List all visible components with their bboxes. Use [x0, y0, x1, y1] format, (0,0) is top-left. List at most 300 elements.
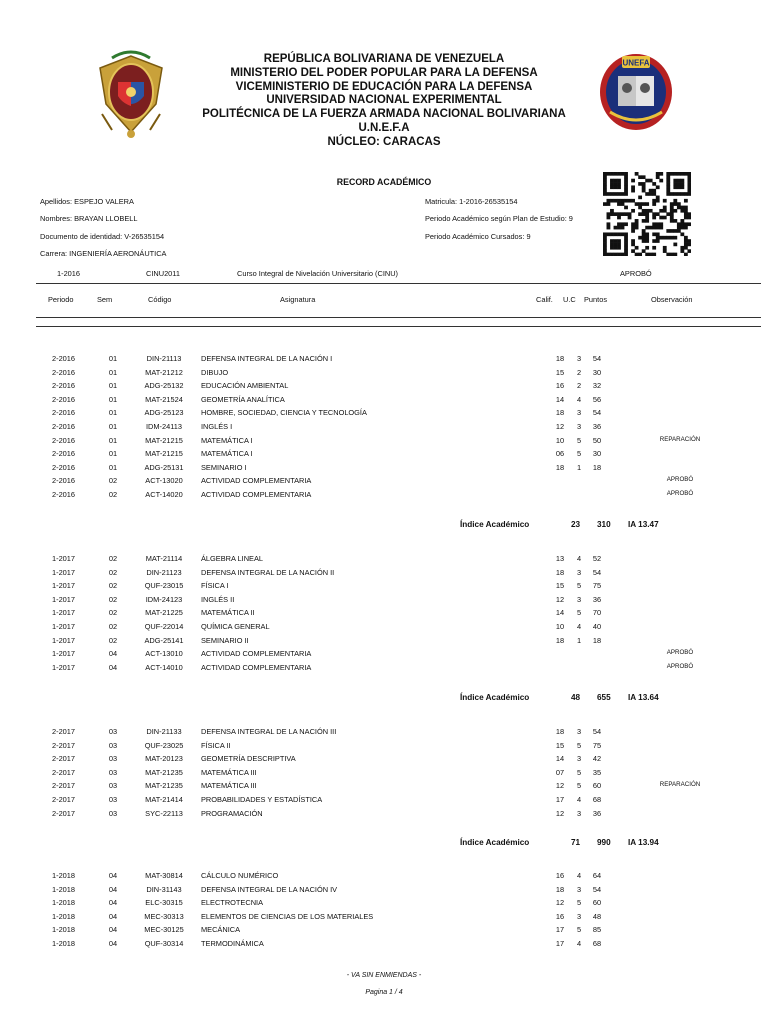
- indice-ia: IA 13.64: [628, 693, 659, 702]
- cell-calif: 18: [555, 727, 565, 736]
- cell-codigo: MAT-21215: [145, 435, 183, 445]
- cell-asignatura: DEFENSA INTEGRAL DE LA NACIÓN IV: [201, 884, 338, 894]
- cell-uc: 5: [576, 449, 582, 459]
- table-row: [0, 581, 768, 593]
- cell-periodo: 1-2017: [52, 608, 76, 618]
- cell-asignatura: ACTIVIDAD COMPLEMENTARIA: [201, 490, 312, 499]
- table-row: [0, 608, 768, 620]
- cell-uc: 2: [576, 367, 582, 377]
- cell-codigo: SYC-22113: [145, 808, 183, 818]
- cell-periodo: 2-2017: [52, 740, 76, 750]
- cell-sem: 02: [108, 594, 118, 604]
- cell-asignatura: MATEMÁTICA II: [201, 608, 255, 618]
- cell-uc: 4: [576, 871, 582, 880]
- cell-periodo: 2-2017: [52, 754, 76, 764]
- cell-uc: 3: [576, 911, 582, 921]
- cell-codigo: ADG-25132: [144, 381, 184, 391]
- table-row: [0, 795, 768, 807]
- cell-asignatura: SEMINARIO I: [201, 462, 247, 472]
- indice-uc: 71: [571, 838, 581, 847]
- cell-uc: 5: [576, 781, 582, 791]
- cell-sem: 04: [108, 649, 118, 659]
- table-row: [0, 939, 768, 951]
- cell-calif: 12: [555, 808, 565, 818]
- cinu-period: 1-2016: [57, 269, 81, 278]
- col-periodo: Periodo: [48, 295, 74, 304]
- cell-puntos: 54: [592, 567, 602, 577]
- indice-ia: IA 13.47: [628, 520, 659, 529]
- cell-asignatura: ACTIVIDAD COMPLEMENTARIA: [201, 649, 312, 659]
- cell-calif: 15: [555, 367, 565, 377]
- cell-codigo: MAT-30814: [145, 871, 183, 880]
- cell-sem: 03: [108, 754, 118, 764]
- cell-asignatura: DEFENSA INTEGRAL DE LA NACIÓN I: [201, 354, 333, 363]
- table-row: [0, 781, 768, 793]
- cell-codigo: MAT-21235: [145, 767, 183, 777]
- coat-of-arms-logo: [92, 48, 170, 140]
- cell-calif: 18: [555, 567, 565, 577]
- cell-puntos: 30: [592, 449, 602, 459]
- cell-puntos: 60: [592, 781, 602, 791]
- cell-sem: 03: [108, 767, 118, 777]
- cell-puntos: 35: [592, 767, 602, 777]
- cell-puntos: 30: [592, 367, 602, 377]
- cell-sem: 01: [108, 449, 118, 459]
- cell-periodo: 1-2017: [52, 635, 76, 645]
- table-row: [0, 741, 768, 753]
- cell-asignatura: ELEMENTOS DE CIENCIAS DE LOS MATERIALES: [201, 911, 374, 921]
- cell-uc: 5: [576, 740, 582, 750]
- cell-asignatura: FÍSICA I: [201, 581, 229, 591]
- cell-codigo: MAT-21212: [145, 367, 183, 377]
- cell-asignatura: MATEMÁTICA I: [201, 449, 253, 459]
- indice-uc: 23: [571, 520, 581, 529]
- cell-periodo: 2-2017: [52, 767, 76, 777]
- cell-periodo: 2-2017: [52, 795, 76, 804]
- cell-sem: 01: [108, 367, 118, 377]
- cell-puntos: 18: [592, 635, 602, 645]
- cell-uc: 3: [576, 354, 582, 363]
- qr-code-image: [603, 172, 691, 256]
- cell-asignatura: MATEMÁTICA I: [201, 435, 253, 445]
- table-row: [0, 636, 768, 648]
- cell-sem: 02: [108, 622, 118, 631]
- cell-uc: 3: [576, 422, 582, 431]
- cell-periodo: 2-2017: [52, 808, 76, 818]
- header-line-5: POLITÉCNICA DE LA FUERZA ARMADA NACIONAL BOLIVARIANA: [202, 108, 566, 121]
- cell-periodo: 2-2016: [52, 435, 76, 445]
- cell-codigo: ADG-25131: [144, 462, 184, 472]
- indice-label: Índice Académico: [460, 838, 530, 847]
- student-periodo-plan: Periodo Académico según Plan de Estudio: 9: [425, 214, 573, 223]
- cell-periodo: 2-2016: [52, 381, 76, 391]
- cell-asignatura: INGLÉS I: [201, 422, 233, 431]
- cell-calif: 12: [555, 781, 565, 791]
- cell-uc: 5: [576, 767, 582, 777]
- header-line-3: VICEMINISTERIO DE EDUCACIÓN PARA LA DEFENSA: [235, 80, 533, 93]
- indice-label: Índice Académico: [460, 520, 530, 529]
- cell-sem: 01: [108, 435, 118, 445]
- cell-asignatura: HOMBRE, SOCIEDAD, CIENCIA Y TECNOLOGÍA: [201, 408, 367, 418]
- cell-uc: 3: [576, 408, 582, 418]
- cell-puntos: 70: [592, 608, 602, 618]
- cell-sem: 02: [108, 581, 118, 591]
- cell-puntos: 60: [592, 898, 602, 908]
- cell-sem: 01: [108, 408, 118, 418]
- cell-periodo: 1-2017: [52, 554, 76, 563]
- cell-codigo: MEC-30313: [144, 911, 184, 921]
- table-row: [0, 898, 768, 910]
- cell-sem: 02: [108, 608, 118, 618]
- cell-observacion: APROBÓ: [666, 649, 694, 657]
- cell-asignatura: GEOMETRÍA ANALÍTICA: [201, 394, 285, 404]
- cell-asignatura: DEFENSA INTEGRAL DE LA NACIÓN III: [201, 727, 337, 736]
- table-row: [0, 422, 768, 434]
- cell-uc: 5: [576, 925, 582, 935]
- cell-sem: 03: [108, 781, 118, 791]
- table-row: [0, 368, 768, 380]
- cell-puntos: 52: [592, 554, 602, 563]
- cell-periodo: 2-2017: [52, 781, 76, 791]
- cell-asignatura: MATEMÁTICA III: [201, 781, 257, 791]
- cell-puntos: 42: [592, 754, 602, 764]
- cinu-status: APROBÓ: [620, 269, 652, 278]
- divider-header-1: [36, 317, 761, 318]
- cell-calif: 14: [555, 394, 565, 404]
- cell-sem: 02: [108, 490, 118, 499]
- header-line-7: NÚCLEO: CARACAS: [327, 135, 441, 148]
- cell-asignatura: GEOMETRÍA DESCRIPTIVA: [201, 754, 296, 764]
- col-puntos: Puntos: [584, 295, 608, 304]
- cell-uc: 3: [576, 567, 582, 577]
- table-row: [0, 490, 768, 502]
- cell-uc: 5: [576, 435, 582, 445]
- student-matricula: Matricula: 1-2016-26535154: [425, 197, 518, 206]
- cell-uc: 4: [576, 554, 582, 563]
- cell-sem: 01: [108, 354, 118, 363]
- cell-periodo: 2-2016: [52, 394, 76, 404]
- col-observacion: Observación: [651, 295, 693, 304]
- cell-periodo: 2-2017: [52, 727, 76, 736]
- cell-uc: 5: [576, 608, 582, 618]
- cell-codigo: QUF-23025: [144, 740, 184, 750]
- cell-calif: 17: [555, 925, 565, 935]
- cell-sem: 02: [108, 554, 118, 563]
- col-sem: Sem: [97, 295, 113, 304]
- seal-lettering: UNEFA: [622, 58, 650, 68]
- cell-calif: 17: [555, 939, 565, 948]
- cell-sem: 01: [108, 394, 118, 404]
- cell-calif: 14: [555, 754, 565, 764]
- cell-sem: 03: [108, 795, 118, 804]
- table-row: [0, 925, 768, 937]
- cell-asignatura: MATEMÁTICA III: [201, 767, 257, 777]
- indice-ia: IA 13.94: [628, 838, 659, 847]
- cell-asignatura: PROGRAMACIÓN: [201, 808, 263, 818]
- cell-uc: 4: [576, 939, 582, 948]
- cell-codigo: DIN-21123: [146, 567, 182, 577]
- header-line-4: UNIVERSIDAD NACIONAL EXPERIMENTAL: [266, 94, 502, 107]
- cell-codigo: QUF-23015: [144, 581, 184, 591]
- divider-header-2: [36, 326, 761, 327]
- cell-calif: 18: [555, 354, 565, 363]
- cell-sem: 03: [108, 727, 118, 736]
- cell-periodo: 1-2018: [52, 939, 76, 948]
- table-row: [0, 649, 768, 661]
- cell-codigo: MAT-21114: [145, 554, 183, 563]
- table-row: [0, 381, 768, 393]
- cell-uc: 5: [576, 581, 582, 591]
- cell-puntos: 75: [592, 581, 602, 591]
- cell-sem: 01: [108, 381, 118, 391]
- cell-uc: 3: [576, 808, 582, 818]
- footer-note: - VA SIN ENMIENDAS -: [346, 972, 422, 979]
- cell-sem: 04: [108, 884, 118, 894]
- cell-codigo: MAT-20123: [145, 754, 183, 764]
- page-title: RECORD ACADÉMICO: [336, 177, 432, 187]
- cell-sem: 04: [108, 925, 118, 935]
- cell-calif: 10: [555, 435, 565, 445]
- cell-puntos: 68: [592, 795, 602, 804]
- cell-uc: 1: [576, 635, 582, 645]
- table-row: [0, 476, 768, 488]
- student-carrera: Carrera: INGENIERÍA AERONÁUTICA: [40, 249, 167, 258]
- cell-codigo: ACT-13020: [145, 476, 183, 486]
- cell-sem: 03: [108, 740, 118, 750]
- cell-puntos: 54: [592, 408, 602, 418]
- cell-calif: 18: [555, 408, 565, 418]
- cell-periodo: 1-2017: [52, 622, 76, 631]
- cinu-name: Curso Integral de Nivelación Universitario (CINU): [237, 269, 399, 278]
- table-row: [0, 885, 768, 897]
- cell-calif: 17: [555, 795, 565, 804]
- cell-observacion: APROBÓ: [666, 490, 694, 497]
- col-asignatura: Asignatura: [280, 295, 316, 304]
- cell-periodo: 1-2017: [52, 649, 76, 659]
- cell-asignatura: QUÍMICA GENERAL: [201, 622, 270, 631]
- cell-puntos: 68: [592, 939, 602, 948]
- cell-puntos: 32: [592, 381, 602, 391]
- cell-periodo: 1-2018: [52, 884, 76, 894]
- cell-asignatura: CÁLCULO NUMÉRICO: [201, 871, 279, 880]
- cell-periodo: 2-2016: [52, 449, 76, 459]
- cell-calif: 07: [555, 767, 565, 777]
- cell-codigo: ACT-13010: [145, 649, 183, 659]
- cell-uc: 2: [576, 381, 582, 391]
- table-row: [0, 754, 768, 766]
- cell-calif: 18: [555, 884, 565, 894]
- cell-calif: 18: [555, 462, 565, 472]
- cell-puntos: 54: [592, 884, 602, 894]
- cell-codigo: ADG-25141: [144, 635, 184, 645]
- table-row: [0, 568, 768, 580]
- cell-uc: 3: [576, 594, 582, 604]
- student-periodo-cursados: Periodo Académico Cursados: 9: [425, 232, 531, 241]
- cell-sem: 01: [108, 422, 118, 431]
- table-row: [0, 768, 768, 780]
- cell-codigo: ADG-25123: [144, 408, 184, 418]
- cell-codigo: MAT-21414: [145, 795, 183, 804]
- cell-puntos: 36: [592, 808, 602, 818]
- cell-uc: 4: [576, 394, 582, 404]
- indice-academico-row: [0, 838, 768, 850]
- table-row: [0, 727, 768, 739]
- cell-asignatura: DIBUJO: [201, 367, 229, 377]
- table-row: [0, 871, 768, 883]
- indice-puntos: 655: [597, 693, 611, 702]
- cell-periodo: 2-2016: [52, 408, 76, 418]
- cell-sem: 04: [108, 898, 118, 908]
- cell-periodo: 2-2016: [52, 476, 76, 486]
- cinu-code: CINU2011: [146, 269, 180, 278]
- table-row: [0, 554, 768, 566]
- cell-codigo: QUF-22014: [144, 622, 184, 631]
- table-row: [0, 354, 768, 366]
- cell-uc: 1: [576, 462, 582, 472]
- cell-observacion: REPARACIÓN: [659, 435, 701, 443]
- header-line-2: MINISTERIO DEL PODER POPULAR PARA LA DEFENSA: [230, 66, 538, 79]
- cell-calif: 16: [555, 381, 565, 391]
- cell-uc: 3: [576, 754, 582, 764]
- cell-uc: 3: [576, 884, 582, 894]
- cell-asignatura: MECÁNICA: [201, 925, 241, 935]
- cell-asignatura: EDUCACIÓN AMBIENTAL: [201, 381, 289, 391]
- cell-codigo: ACT-14010: [145, 662, 183, 672]
- cell-periodo: 2-2016: [52, 354, 76, 363]
- col-uc: U.C: [563, 295, 576, 304]
- table-row: [0, 912, 768, 924]
- indice-academico-row: [0, 693, 768, 705]
- col-codigo: Código: [148, 295, 172, 304]
- cell-puntos: 36: [592, 594, 602, 604]
- cell-sem: 03: [108, 808, 118, 818]
- cell-codigo: MEC-30125: [144, 925, 184, 935]
- indice-uc: 48: [571, 693, 581, 702]
- cell-calif: 12: [555, 594, 565, 604]
- cell-asignatura: DEFENSA INTEGRAL DE LA NACIÓN II: [201, 567, 335, 577]
- cell-periodo: 2-2016: [52, 422, 76, 431]
- cell-codigo: MAT-21215: [145, 449, 183, 459]
- footer-page-number: Pagina 1 / 4: [365, 989, 403, 996]
- cell-asignatura: PROBABILIDADES Y ESTADÍSTICA: [201, 795, 323, 804]
- cell-calif: 18: [555, 635, 565, 645]
- cell-codigo: IDM-24113: [145, 422, 182, 431]
- cell-periodo: 1-2018: [52, 871, 76, 880]
- cell-calif: 12: [555, 898, 565, 908]
- cell-codigo: QUF-30314: [144, 939, 184, 948]
- cell-observacion: REPARACIÓN: [659, 781, 701, 789]
- cell-calif: 15: [555, 581, 565, 591]
- cell-asignatura: FÍSICA II: [201, 740, 231, 750]
- cell-codigo: MAT-21225: [145, 608, 183, 618]
- cell-calif: 13: [555, 554, 565, 563]
- cell-puntos: 40: [592, 622, 602, 631]
- cell-periodo: 1-2017: [52, 594, 76, 604]
- cell-calif: 15: [555, 740, 565, 750]
- cell-puntos: 85: [592, 925, 602, 935]
- cell-periodo: 1-2018: [52, 911, 76, 921]
- cell-calif: 06: [555, 449, 565, 459]
- student-apellidos: Apellidos: ESPEJO VALERA: [40, 197, 134, 206]
- cell-codigo: MAT-21524: [145, 394, 183, 404]
- cell-asignatura: ÁLGEBRA LINEAL: [201, 554, 264, 563]
- cell-puntos: 48: [592, 911, 602, 921]
- student-nombres: Nombres: BRAYAN LLOBELL: [40, 214, 138, 223]
- cell-periodo: 2-2016: [52, 490, 76, 499]
- cell-calif: 14: [555, 608, 565, 618]
- cell-asignatura: INGLÉS II: [201, 594, 235, 604]
- cell-periodo: 1-2017: [52, 581, 76, 591]
- cell-codigo: DIN-21113: [146, 354, 182, 363]
- col-calif: Calif.: [536, 295, 553, 304]
- cell-calif: 16: [555, 911, 565, 921]
- cell-puntos: 50: [592, 435, 602, 445]
- cell-uc: 5: [576, 898, 582, 908]
- cell-codigo: MAT-21235: [145, 781, 183, 791]
- cell-puntos: 18: [592, 462, 602, 472]
- indice-academico-row: [0, 520, 768, 532]
- cell-asignatura: TERMODINÁMICA: [201, 939, 264, 948]
- cell-puntos: 36: [592, 422, 602, 431]
- cell-asignatura: SEMINARIO II: [201, 635, 249, 645]
- cell-calif: 16: [555, 871, 565, 880]
- cell-codigo: ELC-30315: [145, 898, 183, 908]
- table-row: [0, 663, 768, 675]
- table-row: [0, 595, 768, 607]
- table-row: [0, 395, 768, 407]
- cell-codigo: ACT-14020: [145, 490, 183, 499]
- divider-top: [36, 283, 761, 284]
- cell-uc: 4: [576, 795, 582, 804]
- cell-uc: 3: [576, 727, 582, 736]
- cell-periodo: 1-2017: [52, 567, 76, 577]
- cell-sem: 02: [108, 567, 118, 577]
- cell-observacion: APROBÓ: [666, 662, 694, 670]
- cell-sem: 02: [108, 635, 118, 645]
- indice-puntos: 990: [597, 838, 611, 847]
- header-line-6: U.N.E.F.A: [358, 121, 410, 134]
- cell-puntos: 75: [592, 740, 602, 750]
- cell-sem: 04: [108, 662, 118, 672]
- table-row: [0, 449, 768, 461]
- indice-puntos: 310: [597, 520, 611, 529]
- cell-puntos: 54: [592, 354, 602, 363]
- student-documento: Documento de identidad: V-26535154: [40, 232, 165, 241]
- cell-periodo: 2-2016: [52, 462, 76, 472]
- cell-asignatura: ELECTROTECNIA: [201, 898, 264, 908]
- cell-puntos: 56: [592, 394, 602, 404]
- table-row: [0, 809, 768, 821]
- table-row: [0, 622, 768, 634]
- unefa-seal-logo: [598, 52, 674, 132]
- cell-periodo: 1-2017: [52, 662, 76, 672]
- cell-puntos: 64: [592, 871, 602, 880]
- table-row: [0, 408, 768, 420]
- cell-uc: 4: [576, 622, 582, 631]
- table-row: [0, 436, 768, 448]
- cell-codigo: DIN-21133: [146, 727, 182, 736]
- cell-calif: 10: [555, 622, 565, 631]
- cell-periodo: 1-2018: [52, 925, 76, 935]
- cell-asignatura: ACTIVIDAD COMPLEMENTARIA: [201, 476, 312, 486]
- cell-observacion: APROBÓ: [666, 476, 694, 484]
- cell-sem: 01: [108, 462, 118, 472]
- cell-sem: 04: [108, 939, 118, 948]
- header-line-1: REPÚBLICA BOLIVARIANA DE VENEZUELA: [263, 53, 505, 65]
- cell-periodo: 1-2018: [52, 898, 76, 908]
- indice-label: Índice Académico: [460, 693, 530, 702]
- cell-sem: 04: [108, 911, 118, 921]
